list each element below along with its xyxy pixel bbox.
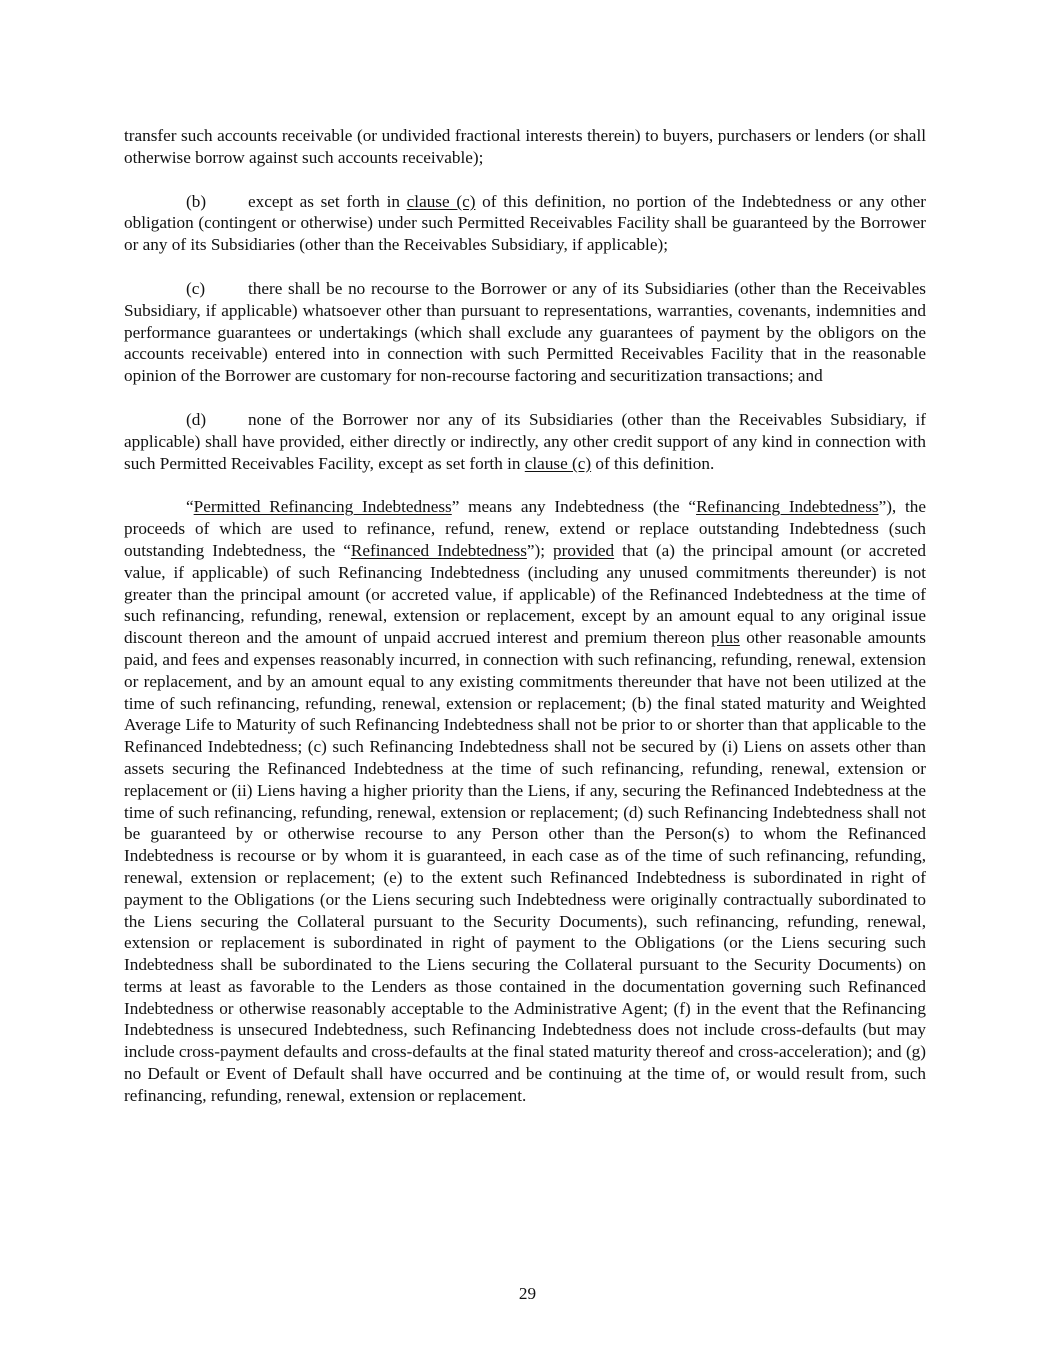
clause-c-reference: clause (c) [524,453,592,473]
definition-text-5: that (a) the principal amount (or accreted value, if applicable) of such Refinancing Indebtedness (including any unused commitments thereunder) is not greater than the principal amount (or accreted value, if applicable) of the Refinanced Indebtedness at the time of such refinancing, refunding, renewal, extension or replacement, except by an amount equal to any original issue discount thereon and the amount of unpaid accrued interest and premium thereon [124,540,926,648]
term-provided: provided [553,540,615,560]
paragraph-d [124,409,926,474]
paragraph-c [124,278,926,387]
paragraph-b-label: (b) [186,191,207,211]
paragraph-d-label: (d) [186,409,207,429]
definition-text-6: other reasonable amounts paid, and fees and expenses reasonably incurred, in connection with such refinancing, refunding, renewal, extension or replacement, and by an amount equal to any existing commitments thereunder that have not been utilized at the time of such refinancing, refunding, renewal, extension or replacement; (b) the final stated maturity and Weighted Average Life to Maturity of such Refinancing Indebtedness shall not be prior to or shorter than that applicable to the Refinanced Indebtedness; (c) such Refinancing Indebtedness shall not be secured by (i) Liens on assets other than assets securing the Refinanced Indebtedness at the time of such refinancing, refunding, renewal, extension or replacement or (ii) Liens having a higher priority than the Liens, if any, securing the Refinanced Indebtedness at the time of such refinancing, refunding, renewal, extension or replacement; (d) such Refinancing Indebtedness shall not be guaranteed by or otherwise recourse to any Person other than the Person(s) to whom the Refinanced Indebtedness is recourse or by whom it is guaranteed, in each case as of the time of such refinancing, refunding, renewal, extension or replacement; (e) to the extent such Refinanced Indebtedness is subordinated in right of payment to the Obligations (or the Liens securing such Indebtedness were originally contractually subordinated to the Liens securing the Collateral pursuant to the Security Documents), such refinancing, refunding, renewal, extension or replacement is subordinated in right of payment to the Obligations (or the Liens securing such Indebtedness shall be subordinated to the Liens securing the Collateral pursuant to the Security Documents) on terms at least as favorable to the Lenders as those contained in the documentation governing such Refinanced Indebtedness or otherwise reasonably acceptable to the Administrative Agent; (f) in the event that the Refinancing Indebtedness is unsecured Indebtedness, such Refinancing Indebtedness does not include cross-defaults (but may include cross-payment defaults and cross-defaults at the final stated maturity thereof and cross-acceleration); and (g) no Default or Event of Default shall have occurred and be continuing at the time of, or would result from, such refinancing, refunding, renewal, extension or replacement. [124,628,926,1105]
paragraph-a-continuation: transfer such accounts receivable (or undivided fractional interests therein) to buyers, purchasers or lenders (or shall otherwise borrow against such accounts receivable); [124,126,926,167]
definition-text-2: ” means any Indebtedness (the “ [451,497,697,517]
defined-term-refinancing-indebtedness: Refinancing Indebtedness [696,497,879,517]
paragraph-d-text-2: of this definition. [591,453,715,473]
definition-text-1: “ [186,497,194,517]
paragraph-b [124,191,926,256]
page-number: 29 [518,1284,537,1303]
definition-permitted-refinancing-indebtedness [124,496,926,1106]
paragraph-d-text-1: none of the Borrower nor any of its Subsidiaries (other than the Receivables Subsidiary, if applicable) shall have provided, either directly or indirectly, any other credit support of any kind in connection with such Permitted Receivables Facility, except as set forth in [124,409,926,473]
definition-text-4: ”); [526,540,554,560]
defined-term-permitted-refinancing-indebtedness: Permitted Refinancing Indebtedness [193,497,452,517]
definition-text-3: ”), the proceeds of which are used to refinance, refund, renew, extend or replace outstanding Indebtedness (such outstanding Indebtedness, the “ [124,497,926,560]
document-page [124,125,926,1129]
clause-c-reference: clause (c) [406,191,476,211]
term-plus: plus [711,628,740,648]
paragraph-c-label: (c) [186,278,206,298]
paragraph-c-text: there shall be no recourse to the Borrower or any of its Subsidiaries (other than the Receivables Subsidiary, if applicable) whatsoever other than pursuant to representations, warranties, covenants, indemnities and performance guarantees or undertakings (which shall exclude any guarantees of payment by the obligors on the accounts receivable) entered into in connection with such Permitted Receivables Facility that in the reasonable opinion of the Borrower are customary for non-recourse factoring and securitization transactions; and [124,278,926,386]
paragraph-b-text-2: of this definition, no portion of the Indebtedness or any other obligation (contingent or otherwise) under such Permitted Receivables Facility shall be guaranteed by the Borrower or any of its Subsidiaries (other than the Receivables Subsidiary, if applicable); [124,191,926,255]
paragraph-b-text-1: except as set forth in [248,191,407,211]
defined-term-refinanced-indebtedness: Refinanced Indebtedness [350,540,527,560]
